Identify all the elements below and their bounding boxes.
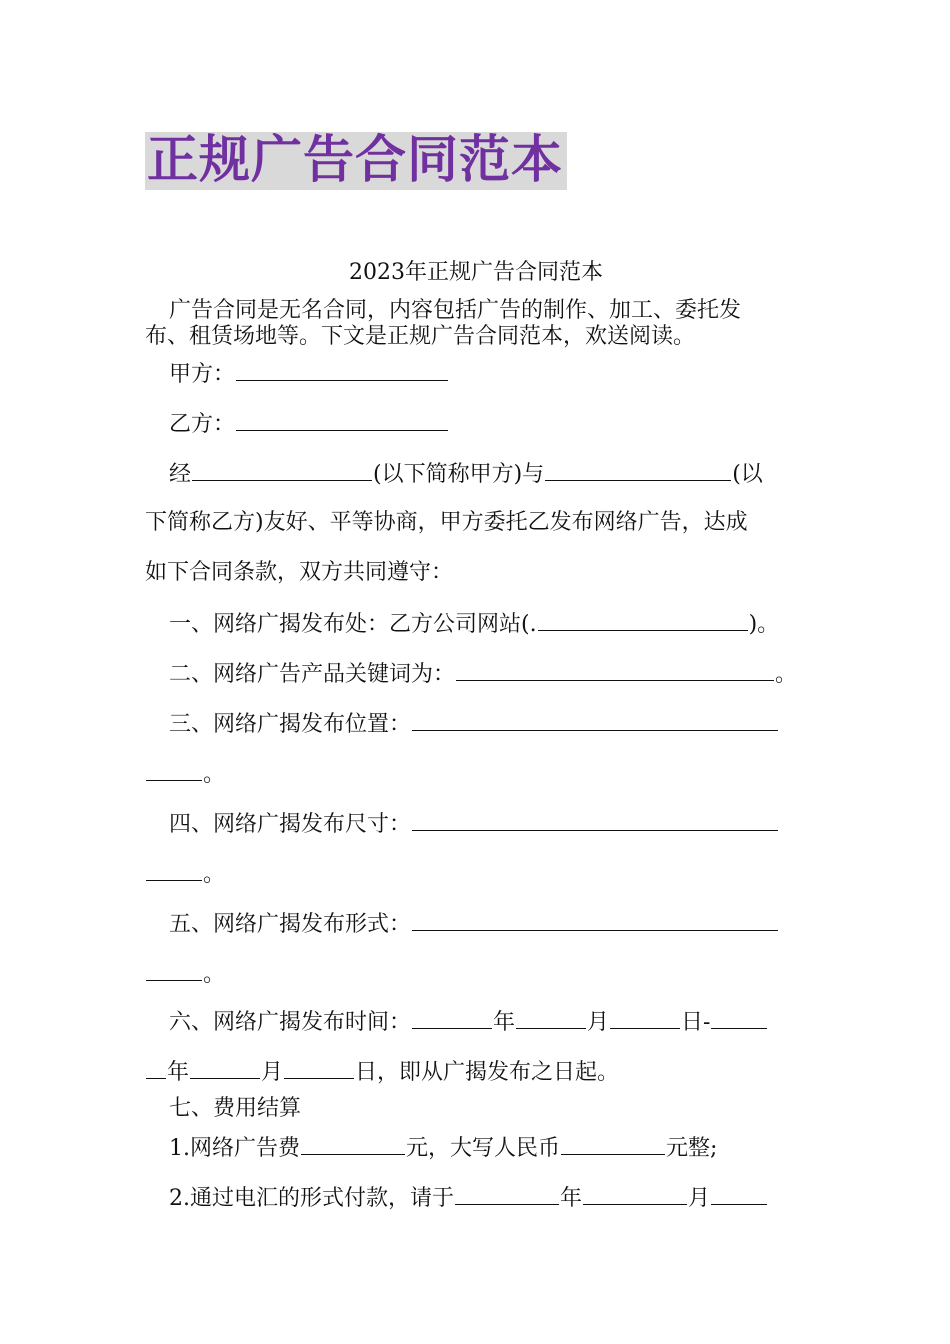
- clause-6-row: [145, 1008, 807, 1036]
- fee-end: 元整;: [666, 1136, 718, 1161]
- clause-4-row-2: [145, 860, 807, 888]
- clause-4-blank[interactable]: [412, 810, 778, 831]
- clause-2-label: 二、网络广告产品关键词为：: [169, 662, 456, 687]
- clause-3-row-2: [145, 760, 807, 788]
- via-party-a-blank[interactable]: [192, 460, 372, 481]
- clause-1-row: [145, 610, 807, 638]
- clause-3-label: 三、网络广揭发布位置：: [169, 712, 412, 737]
- clause-1-label: 一、网络广揭发布处：乙方公司网站(.: [169, 612, 537, 637]
- clause-4-label: 四、网络广揭发布尺寸：: [169, 812, 412, 837]
- start-month-label: 月: [587, 1010, 610, 1035]
- via-mid: (以下简称甲方)与: [373, 462, 545, 487]
- party-b-blank[interactable]: [236, 410, 448, 431]
- fee-amount-blank[interactable]: [301, 1134, 405, 1155]
- party-a-row: [145, 360, 807, 388]
- clause-6-row-2: [145, 1058, 807, 1086]
- intro-line-1: 广告合同是无名合同，内容包括广告的制作、加工、委托发: [169, 298, 742, 323]
- clause-4-end: 。: [203, 862, 226, 887]
- end-year-blank[interactable]: [711, 1008, 767, 1029]
- clause-2-row: [145, 660, 807, 688]
- clause-4-blank-cont[interactable]: [146, 860, 202, 881]
- party-a-blank[interactable]: [236, 360, 448, 381]
- party-b-label: 乙方：: [169, 412, 236, 437]
- clause-5-row-2: [145, 960, 807, 988]
- start-day-label: 日-: [681, 1010, 711, 1035]
- clause-3-blank-cont[interactable]: [146, 760, 202, 781]
- via-row-2: 下简称乙方)友好、平等协商，甲方委托乙发布网络广告，达成: [145, 510, 748, 535]
- payment-row: [145, 1184, 807, 1212]
- clause-7-heading: 七、费用结算: [169, 1096, 302, 1121]
- fee-row: [145, 1134, 807, 1162]
- end-year-blank-cont[interactable]: [146, 1058, 166, 1079]
- clause-2-blank[interactable]: [456, 660, 774, 681]
- via-row-3: 如下合同条款，双方共同遵守：: [145, 560, 454, 585]
- via-suffix: (以: [732, 462, 763, 487]
- document-title: [145, 132, 567, 190]
- payment-month-blank[interactable]: [583, 1184, 687, 1205]
- payment-day-blank[interactable]: [711, 1184, 767, 1205]
- document-subtitle: 2023年正规广告合同范本: [349, 260, 603, 285]
- clause-5-label: 五、网络广揭发布形式：: [169, 912, 412, 937]
- clause-6-end: 日，即从广揭发布之日起。: [355, 1060, 620, 1085]
- intro-line-2: 布、租赁场地等。下文是正规广告合同范本，欢送阅读。: [145, 324, 696, 349]
- clause-3-end: 。: [203, 762, 226, 787]
- clause-5-end: 。: [203, 962, 226, 987]
- party-a-label: 甲方：: [169, 362, 236, 387]
- start-month-blank[interactable]: [516, 1008, 586, 1029]
- payment-year-label: 年: [560, 1186, 583, 1211]
- start-year-label: 年: [493, 1010, 516, 1035]
- end-month-label: 月: [261, 1060, 284, 1085]
- clause-4-row: [145, 810, 807, 838]
- payment-month-label: 月: [688, 1186, 711, 1211]
- party-b-row: [145, 410, 807, 438]
- fee-capital-blank[interactable]: [561, 1134, 665, 1155]
- clause-1-end: )。: [748, 612, 780, 637]
- clause-5-blank-cont[interactable]: [146, 960, 202, 981]
- payment-prefix: 2.通过电汇的形式付款，请于: [169, 1186, 454, 1211]
- start-day-blank[interactable]: [610, 1008, 680, 1029]
- via-party-b-blank[interactable]: [545, 460, 731, 481]
- start-year-blank[interactable]: [412, 1008, 492, 1029]
- clause-2-end: 。: [775, 662, 798, 687]
- clause-6-label: 六、网络广揭发布时间：: [169, 1010, 412, 1035]
- fee-mid: 元，大写人民币: [406, 1136, 561, 1161]
- via-prefix: 经: [169, 462, 192, 487]
- clause-5-blank[interactable]: [412, 910, 778, 931]
- fee-prefix: 1.网络广告费: [169, 1136, 300, 1161]
- clause-3-row: [145, 710, 807, 738]
- clause-5-row: [145, 910, 807, 938]
- clause-1-blank[interactable]: [538, 610, 748, 631]
- end-year-label: 年: [167, 1060, 190, 1085]
- end-day-blank[interactable]: [284, 1058, 354, 1079]
- via-row-1: [145, 460, 807, 488]
- payment-year-blank[interactable]: [455, 1184, 559, 1205]
- end-month-blank[interactable]: [190, 1058, 260, 1079]
- clause-3-blank[interactable]: [412, 710, 778, 731]
- document-title-text: 正规广告合同范本: [147, 131, 564, 190]
